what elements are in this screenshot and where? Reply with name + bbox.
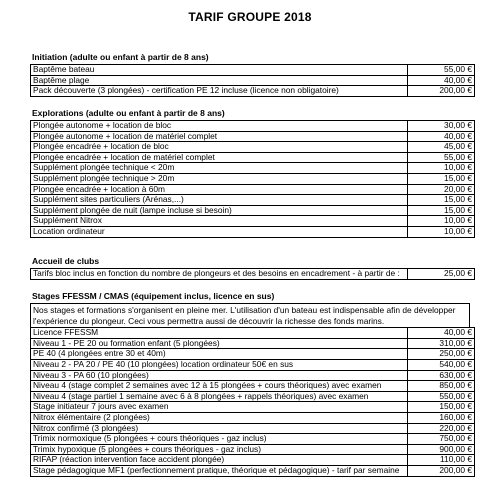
row-label: Trimix normoxique (5 plongées + cours théoriques - gaz inclus) [31, 434, 408, 445]
row-label: Niveau 2 - PA 20 / PE 40 (10 plongées) location ordinateur 50€ en sus [31, 359, 408, 370]
table-row [31, 184, 475, 195]
row-price: 10,00 € [408, 216, 475, 227]
section-initiation [30, 52, 470, 97]
table-row [31, 423, 475, 434]
row-label: Stage pédagogique MF1 (perfectionnement pratique, théorique et pédagogique) - tarif par semaine [31, 465, 408, 476]
intro-line: l'expérience du plongeur. Ceci vous permettra aussi de découvrir la richesse des fonds marins. [33, 315, 385, 326]
section-stages [30, 291, 470, 477]
row-price: 10,00 € [408, 226, 475, 237]
row-label: Location ordinateur [31, 226, 408, 237]
row-label: Trimix hypoxique (5 plongées + cours théoriques - gaz inclus) [31, 444, 408, 455]
row-price: 15,00 € [408, 195, 475, 206]
table-row [31, 391, 475, 402]
table-row [31, 328, 475, 339]
section-title: Accueil de clubs [32, 256, 100, 266]
table-row [31, 338, 475, 349]
stages-intro [30, 303, 470, 327]
row-label: Plongée autonome + location de matériel complet [31, 131, 408, 142]
row-price: 30,00 € [408, 121, 475, 132]
section-title: Initiation (adulte ou enfant à partir de 8 ans) [32, 52, 209, 62]
table-row [31, 465, 475, 476]
row-price: 630,00 € [408, 370, 475, 381]
table-row [31, 216, 475, 227]
row-label: Baptême plage [31, 75, 408, 86]
row-label: Plongée encadrée + location de bloc [31, 142, 408, 153]
row-label: Tarifs bloc inclus en fonction du nombre de plongeurs et des besoins en encadrement - à partir de : [31, 269, 408, 280]
price-table [30, 327, 475, 476]
table-row [31, 142, 475, 153]
row-price: 40,00 € [408, 75, 475, 86]
row-label: Baptême bateau [31, 65, 408, 76]
table-row [31, 131, 475, 142]
table-row [31, 434, 475, 445]
row-label: Stage initiateur 7 jours avec examen [31, 402, 408, 413]
row-price: 850,00 € [408, 381, 475, 392]
table-row [31, 121, 475, 132]
row-price: 750,00 € [408, 434, 475, 445]
row-price: 310,00 € [408, 338, 475, 349]
row-price: 250,00 € [408, 349, 475, 360]
row-price: 150,00 € [408, 402, 475, 413]
table-row [31, 455, 475, 466]
row-label: Nitrox confirmé (3 plongées) [31, 423, 408, 434]
table-row [31, 381, 475, 392]
section-accueil-clubs [30, 256, 470, 280]
table-row [31, 349, 475, 360]
price-table [30, 120, 475, 238]
table-row [31, 173, 475, 184]
row-label: Niveau 4 (stage partiel 1 semaine avec 6 à 8 plongées + rappels théoriques) avec examen [31, 391, 408, 402]
row-price: 110,00 € [408, 455, 475, 466]
row-price: 220,00 € [408, 423, 475, 434]
row-label: Niveau 1 - PE 20 ou formation enfant (5 plongées) [31, 338, 408, 349]
table-row [31, 65, 475, 76]
table-row [31, 86, 475, 97]
table-row [31, 205, 475, 216]
row-label: Supplément plongée technique > 20m [31, 173, 408, 184]
table-row [31, 226, 475, 237]
row-price: 45,00 € [408, 142, 475, 153]
row-label: Supplément sites particuliers (Arénas,...) [31, 195, 408, 206]
row-label: Niveau 4 (stage complet 2 semaines avec 12 à 15 plongées + cours théoriques) avec examen [31, 381, 408, 392]
intro-line: Nos stages et formations s'organisent en pleine mer. L'utilisation d'un bateau est indispensable afin de développer [33, 305, 456, 315]
row-price: 900,00 € [408, 444, 475, 455]
row-price: 550,00 € [408, 391, 475, 402]
row-label: Nitrox élémentaire (2 plongées) [31, 412, 408, 423]
table-row [31, 195, 475, 206]
row-label: Supplément plongée de nuit (lampe incluse si besoin) [31, 205, 408, 216]
table-row [31, 75, 475, 86]
row-label: Supplément plongée technique < 20m [31, 163, 408, 174]
row-price: 540,00 € [408, 359, 475, 370]
row-label: Niveau 3 - PA 60 (10 plongées) [31, 370, 408, 381]
row-price: 55,00 € [408, 152, 475, 163]
row-price: 200,00 € [408, 86, 475, 97]
row-label: Supplément Nitrox [31, 216, 408, 227]
row-price: 15,00 € [408, 205, 475, 216]
page-title: TARIF GROUPE 2018 [188, 10, 312, 24]
row-price: 10,00 € [408, 163, 475, 174]
section-title: Stages FFESSM / CMAS (équipement inclus, licence en sus) [32, 291, 275, 301]
row-price: 40,00 € [408, 328, 475, 339]
row-label: Licence FFESSM [31, 328, 408, 339]
row-price: 55,00 € [408, 65, 475, 76]
price-table [30, 268, 475, 280]
row-price: 160,00 € [408, 412, 475, 423]
section-title: Explorations (adulte ou enfant à partir de 8 ans) [32, 108, 225, 118]
row-price: 15,00 € [408, 173, 475, 184]
price-table [30, 64, 475, 97]
table-row [31, 152, 475, 163]
table-row [31, 370, 475, 381]
table-row [31, 412, 475, 423]
table-row [31, 402, 475, 413]
row-label: PE 40 (4 plongées entre 30 et 40m) [31, 349, 408, 360]
row-price: 40,00 € [408, 131, 475, 142]
table-row [31, 163, 475, 174]
row-price: 25,00 € [408, 269, 475, 280]
row-price: 20,00 € [408, 184, 475, 195]
row-label: Plongée encadrée + location à 60m [31, 184, 408, 195]
row-label: RIFAP (réaction intervention face accident plongée) [31, 455, 408, 466]
row-price: 200,00 € [408, 465, 475, 476]
row-label: Pack découverte (3 plongées) - certification PE 12 incluse (licence non obligatoire) [31, 86, 408, 97]
section-explorations [30, 108, 470, 238]
table-row [31, 269, 475, 280]
row-label: Plongée encadrée + location de matériel complet [31, 152, 408, 163]
row-label: Plongée autonome + location de bloc [31, 121, 408, 132]
table-row [31, 444, 475, 455]
table-row [31, 359, 475, 370]
